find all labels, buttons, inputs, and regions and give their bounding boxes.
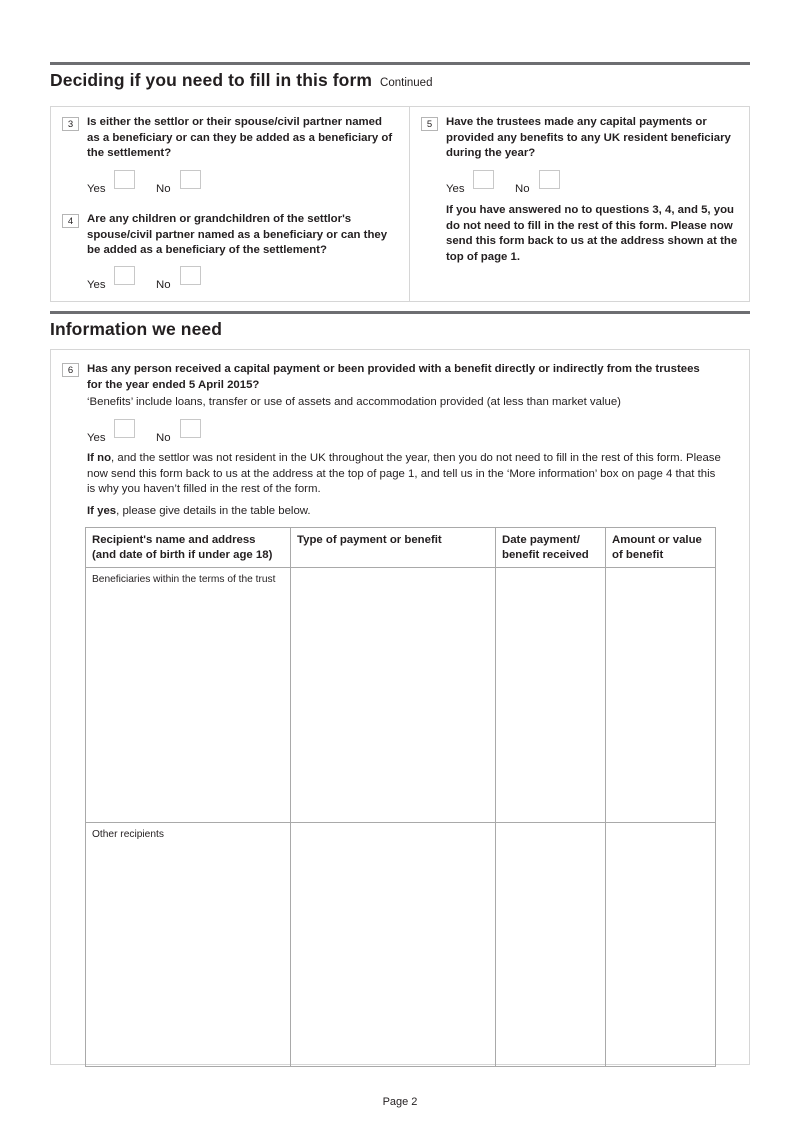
question-4-no-label: No (156, 279, 171, 291)
row-other-type[interactable] (291, 823, 496, 1067)
panel-question-5 (409, 106, 750, 302)
question-3-no-label: No (156, 183, 171, 195)
question-4-yes-label: Yes (87, 279, 106, 291)
question-5-no-label: No (515, 183, 530, 195)
section-deciding (50, 62, 750, 96)
table-header-amount (606, 528, 716, 568)
question-3-no-checkbox[interactable] (180, 170, 201, 189)
question-6-yes-label: Yes (87, 432, 106, 444)
question-6-number: 6 (62, 363, 79, 377)
section-information (50, 311, 750, 345)
row-other-date[interactable] (496, 823, 606, 1067)
question-6-no-checkbox[interactable] (180, 419, 201, 438)
question-3-text: Is either the settlor or their spouse/civil partner named as a beneficiary or can they be added as a beneficiary of the settlement? (87, 116, 393, 160)
row-beneficiaries-type[interactable] (291, 568, 496, 823)
question-5-no-checkbox[interactable] (539, 170, 560, 189)
table-header-amount-line1: Amount or value (612, 534, 702, 546)
table-header-type-line1: Type of payment or benefit (297, 534, 442, 546)
panel-question-6 (50, 349, 750, 1065)
question-5-number: 5 (421, 117, 438, 131)
question-6-no-label: No (156, 432, 171, 444)
table-header-date-line2: benefit received (502, 549, 589, 561)
table-row (86, 823, 716, 1067)
section-title-text: Deciding if you need to fill in this form (50, 70, 373, 90)
row-beneficiaries-label[interactable]: Beneficiaries within the terms of the trust (86, 568, 291, 823)
question-6-note-yes-bold: If yes (87, 505, 117, 517)
table-header-recipient-line2: (and date of birth if under age 18) (92, 549, 273, 561)
question-3-yes-checkbox[interactable] (114, 170, 135, 189)
question-6-subtext: ‘Benefits’ include loans, transfer or use of assets and accommodation provided (at less than market value) (87, 396, 621, 408)
page-title (50, 65, 750, 96)
question-5-note: If you have answered no to questions 3, 4, and 5, you do not need to fill in the rest of this form. Please now send this form back to us at the address shown at the top of page 1. (446, 204, 738, 263)
question-5-yes-label: Yes (446, 183, 465, 195)
table-header-date-line1: Date payment/ (502, 534, 580, 546)
table-header-date (496, 528, 606, 568)
table-header-type (291, 528, 496, 568)
table-header-recipient (86, 528, 291, 568)
question-6-text: Has any person received a capital payment or been provided with a benefit directly or indirectly from the trustees for the year ended 5 April 2015? (87, 363, 700, 391)
row-other-amount[interactable] (606, 823, 716, 1067)
question-4-number: 4 (62, 214, 79, 228)
question-6-note-yes-text: , please give details in the table below. (116, 505, 311, 517)
table-header-row (86, 528, 716, 568)
question-3-number: 3 (62, 117, 79, 131)
question-6-note-yes (87, 504, 723, 520)
question-6-note-no-bold: If no (87, 452, 112, 464)
table-row (86, 568, 716, 823)
panel-questions-3-4 (50, 106, 410, 302)
table-header-amount-line2: of benefit (612, 549, 664, 561)
question-6-note-no (87, 451, 723, 498)
question-5-text: Have the trustees made any capital payments or provided any benefits to any UK resident beneficiary during the year? (446, 116, 731, 160)
question-6-note-no-text: , and the settlor was not resident in the UK throughout the year, then you do not need to fill in the rest of this form. Please now send this form back to us at the address at the top of page 1, and tell us in the ‘More information’ box on page 4 that this is why you haven’t filled in the rest of the form. (87, 452, 721, 496)
page-footer: Page 2 (382, 1096, 418, 1108)
question-3-yes-label: Yes (87, 183, 106, 195)
question-4-no-checkbox[interactable] (180, 266, 201, 285)
row-beneficiaries-date[interactable] (496, 568, 606, 823)
question-6-yes-checkbox[interactable] (114, 419, 135, 438)
section-continued-label: Continued (380, 77, 433, 89)
question-4-yes-checkbox[interactable] (114, 266, 135, 285)
row-beneficiaries-amount[interactable] (606, 568, 716, 823)
section-information-title: Information we need (50, 319, 223, 339)
question-5-yes-checkbox[interactable] (473, 170, 494, 189)
payments-table (85, 527, 716, 1067)
table-header-recipient-line1: Recipient's name and address (92, 534, 256, 546)
row-other-label[interactable]: Other recipients (86, 823, 291, 1067)
question-4-text: Are any children or grandchildren of the settlor's spouse/civil partner named as a beneficiary or can they be added as a beneficiary of the settlement? (87, 213, 388, 257)
